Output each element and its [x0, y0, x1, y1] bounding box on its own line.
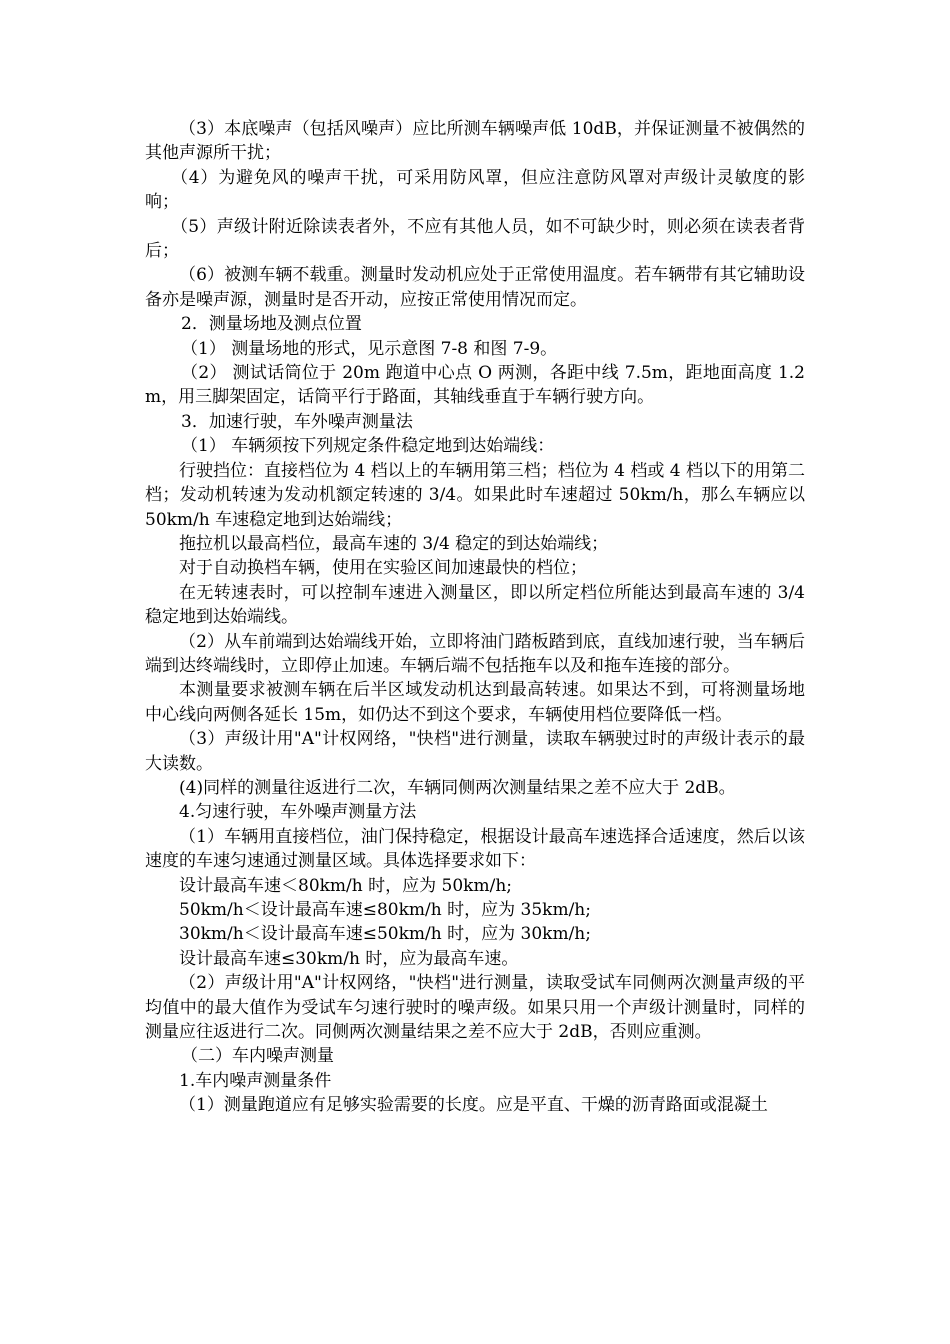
paragraph-a-weighting: （3）声级计用"A"计权网络，"快档"进行测量，读取车辆驶过时的声级计表示的最大读数。: [145, 729, 805, 774]
paragraph-start-line-conditions: （1） 车辆须按下列规定条件稳定地到达始端线：: [181, 436, 555, 457]
paragraph-repeat-measurement: (4)同样的测量往返进行二次，车辆同侧两次测量结果之差不应大于 2dB。: [179, 777, 736, 798]
paragraph-test-track: （1）测量跑道应有足够实验需要的长度。应是平直、干燥的沥青路面或混凝土: [179, 1095, 768, 1116]
heading-constant-speed-method: 4.匀速行驶，车外噪声测量方法: [179, 802, 417, 823]
paragraph-tractor: 拖拉机以最高档位，最高车速的 3/4 稳定的到达始端线；: [179, 533, 609, 554]
heading-site-location: 2．测量场地及测点位置: [181, 314, 362, 335]
paragraph-vehicle-load: （6）被测车辆不载重。测量时发动机应处于正常使用温度。若车辆带有其它辅助设备亦是噪声源，测量时是否开动，应按正常使用情况而定。: [145, 265, 805, 310]
paragraph-no-tachometer: 在无转速表时，可以控制车速进入测量区，即以所定档位所能达到最高车速的 3/4 稳定地到达始端线。: [145, 582, 805, 628]
paragraph-wind-shield: （4）为避免风的噪声干扰，可采用防风罩，但应注意防风罩对声级计灵敏度的影响；: [145, 167, 805, 213]
list-item-speed-rule-4: 设计最高车速≤30km/h 时，应为最高车速。: [179, 948, 519, 969]
heading-acceleration-method: 3．加速行驶，车外噪声测量法: [181, 411, 413, 432]
heading-interior-conditions: 1.车内噪声测量条件: [179, 1070, 332, 1091]
paragraph-background-noise: （3）本底噪声（包括风噪声）应比所测车辆噪声低 10dB，并保证测量不被偶然的其他声源所干扰；: [145, 119, 805, 164]
paragraph-direct-gear: （1）车辆用直接档位，油门保持稳定，根据设计最高车速选择合适速度，然后以该速度的车速匀速通过测量区域。具体选择要求如下：: [145, 826, 805, 872]
paragraph-automatic-transmission: 对于自动换档车辆，使用在实验区间加速最快的档位；: [179, 558, 587, 579]
paragraph-max-speed-requirement: 本测量要求被测车辆在后半区域发动机达到最高转速。如果达不到，可将测量场地中心线向两侧各延长 15m，如仍达不到这个要求，车辆使用档位要降低一档。: [145, 680, 805, 725]
paragraph-personnel: （5）声级计附近除读表者外，不应有其他人员，如不可缺少时，则必须在读表者背后；: [145, 216, 805, 262]
paragraph-site-form: （1） 测量场地的形式，见示意图 7-8 和图 7-9。: [181, 338, 558, 359]
paragraph-full-throttle: （2）从车前端到达始端线开始，立即将油门踏板踏到底，直线加速行驶，当车辆后端到达终端线时，立即停止加速。车辆后端不包括拖车以及和拖车连接的部分。: [145, 631, 805, 676]
list-item-speed-rule-2: 50km/h＜设计最高车速≤80km/h 时，应为 35km/h;: [179, 900, 591, 920]
paragraph-average-level: （2）声级计用"A"计权网络，"快档"进行测量，读取受试车同侧两次测量声级的平均值中的最大值作为受试车匀速行驶时的噪声级。如果只用一个声级计测量时，同样的测量应往返进行二次。同侧两次测量结果之差不应大于 2dB，否则应重测。: [145, 973, 805, 1043]
document-page: [145, 117, 805, 1118]
list-item-speed-rule-1: 设计最高车速＜80km/h 时，应为 50km/h;: [179, 875, 512, 896]
list-item-speed-rule-3: 30km/h＜设计最高车速≤50km/h 时，应为 30km/h;: [179, 924, 591, 945]
heading-interior-noise: （二）车内噪声测量: [181, 1046, 334, 1067]
paragraph-microphone-position: （2） 测试话筒位于 20m 跑道中心点 O 两测，各距中线 7.5m，距地面高度 1.2m，用三脚架固定，话筒平行于路面，其轴线垂直于车辆行驶方向。: [145, 363, 805, 408]
paragraph-gear-position: 行驶挡位：直接档位为 4 档以上的车辆用第三档；档位为 4 档或 4 档以下的用第二档；发动机转速为发动机额定转速的 3/4。如果此时车速超过 50km/h，那么车辆应以 50km/h 车速稳定地到达始端线；: [145, 460, 805, 530]
